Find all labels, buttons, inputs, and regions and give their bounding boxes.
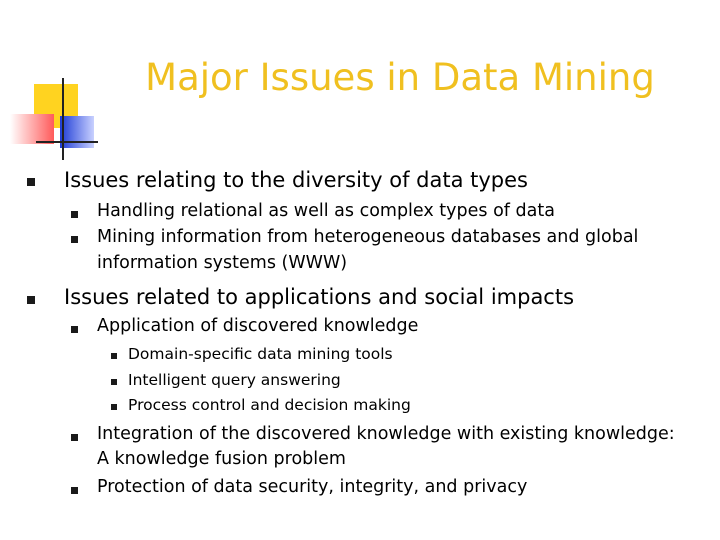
decorative-horizontal-line xyxy=(36,141,98,143)
bullet-icon xyxy=(111,353,117,359)
bullet-icon xyxy=(71,434,78,441)
bullet-icon xyxy=(71,211,78,218)
bullet-icon xyxy=(27,178,35,186)
bullet-level1-text: Issues relating to the diversity of data types xyxy=(64,168,528,192)
bullet-level2-text: Integration of the discovered knowledge with existing knowledge: xyxy=(97,424,675,444)
bullet-level3-text: Process control and decision making xyxy=(128,396,411,414)
bullet-icon xyxy=(71,236,78,243)
bullet-icon xyxy=(111,379,117,385)
bullet-level2-text: Mining information from heterogeneous databases and global xyxy=(97,227,639,247)
bullet-level2-text-continued: information systems (WWW) xyxy=(97,253,348,273)
bullet-level2-text: Application of discovered knowledge xyxy=(97,316,419,336)
bullet-level1-text: Issues related to applications and social impacts xyxy=(64,285,575,309)
bullet-icon xyxy=(27,296,35,304)
bullet-icon xyxy=(71,487,78,494)
bullet-level3-text: Domain-specific data mining tools xyxy=(128,345,393,363)
decorative-vertical-line xyxy=(62,78,64,160)
bullet-level2-text: Protection of data security, integrity, and privacy xyxy=(97,477,528,497)
decorative-blue-square xyxy=(60,116,94,148)
bullet-level3-text: Intelligent query answering xyxy=(128,371,341,389)
bullet-icon xyxy=(71,326,78,333)
bullet-icon xyxy=(111,404,117,410)
decorative-red-gradient xyxy=(10,114,54,144)
slide-title: Major Issues in Data Mining xyxy=(145,56,655,99)
bullet-level2-text: Handling relational as well as complex types of data xyxy=(97,201,555,221)
bullet-level2-text-continued: A knowledge fusion problem xyxy=(97,449,346,469)
